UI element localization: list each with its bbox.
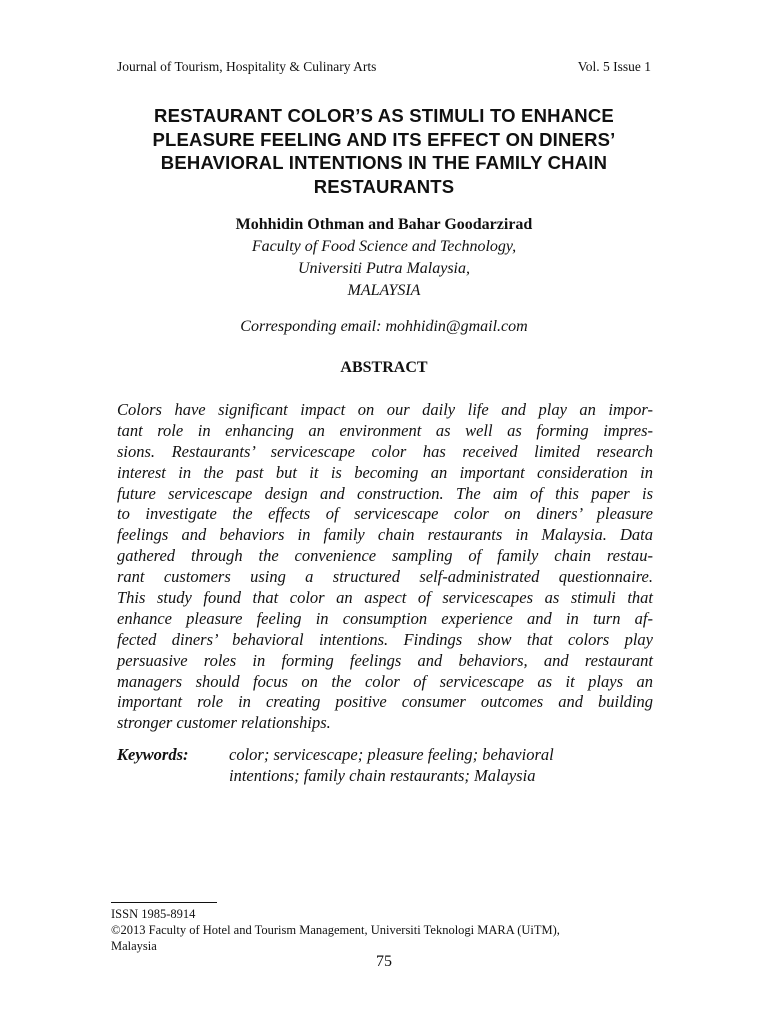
journal-name: Journal of Tourism, Hospitality & Culinary Arts — [117, 59, 377, 74]
footnote — [111, 906, 657, 954]
abstract-line: fected diners’ behavioral intentions. Findings show that colors play — [117, 629, 653, 649]
abstract-line: future servicescape design and construction. The aim of this paper is — [117, 483, 653, 503]
keywords-list — [229, 744, 649, 786]
page-number: 75 — [376, 953, 392, 970]
affiliation-line: Faculty of Food Science and Technology, — [251, 238, 517, 255]
volume-issue: Vol. 5 Issue 1 — [577, 59, 651, 74]
copyright-line: ©2013 Faculty of Hotel and Tourism Management, Universiti Teknologi MARA (UiTM), — [111, 923, 560, 937]
abstract-line: This study found that color an aspect of servicescapes as stimuli that — [117, 588, 653, 608]
keywords-line: intentions; family chain restaurants; Malaysia — [229, 766, 536, 785]
abstract-line: persuasive roles in forming feelings and behaviors, and restaurant — [117, 650, 653, 670]
keywords-label: Keywords: — [117, 745, 189, 764]
author-block — [100, 214, 668, 302]
abstract-line: enhance pleasure feeling in consumption experience and in turn af- — [117, 608, 653, 628]
abstract-line: stronger customer relationships. — [117, 713, 331, 733]
copyright-line: Malaysia — [111, 939, 157, 953]
abstract-line: managers should focus on the color of servicescape as it plays an — [117, 671, 653, 691]
keywords-line: color; servicescape; pleasure feeling; behavioral — [229, 745, 554, 764]
author-names: Mohhidin Othman and Bahar Goodarzirad — [235, 216, 533, 233]
paper-title — [100, 104, 668, 198]
corresponding-email: Corresponding email: mohhidin@gmail.com — [240, 318, 528, 335]
abstract-line: important role in creating positive consumer outcomes and building — [117, 692, 653, 712]
issn: ISSN 1985-8914 — [111, 907, 196, 921]
title-line: RESTAURANTS — [313, 175, 455, 197]
abstract-body — [117, 400, 653, 734]
affiliation-line: Universiti Putra Malaysia, — [298, 260, 470, 277]
abstract-line: interest in the past but it is becoming an important consideration in — [117, 462, 653, 482]
abstract-heading: ABSTRACT — [340, 359, 428, 376]
running-header — [117, 58, 651, 76]
title-line: PLEASURE FEELING AND ITS EFFECT ON DINERS’ — [152, 128, 616, 150]
abstract-line: rant customers using a structured self-administrated questionnaire. — [117, 567, 653, 587]
abstract-line: to investigate the effects of servicescape color on diners’ pleasure — [117, 504, 653, 524]
footnote-divider — [111, 902, 217, 903]
abstract-line: gathered through the convenience sampling of family chain restau- — [117, 546, 653, 566]
title-line: RESTAURANT COLOR’S AS STIMULI TO ENHANCE — [154, 105, 614, 126]
abstract-line: feelings and behaviors in family chain restaurants in Malaysia. Data — [117, 525, 653, 545]
affiliation-line: MALAYSIA — [347, 282, 421, 299]
abstract-line: sions. Restaurants’ servicescape color has received limited research — [117, 441, 653, 461]
title-line: BEHAVIORAL INTENTIONS IN THE FAMILY CHAIN — [160, 152, 608, 173]
abstract-line: Colors have significant impact on our daily life and play an impor- — [117, 400, 653, 419]
abstract-line: tant role in enhancing an environment as well as forming impres- — [117, 420, 653, 440]
